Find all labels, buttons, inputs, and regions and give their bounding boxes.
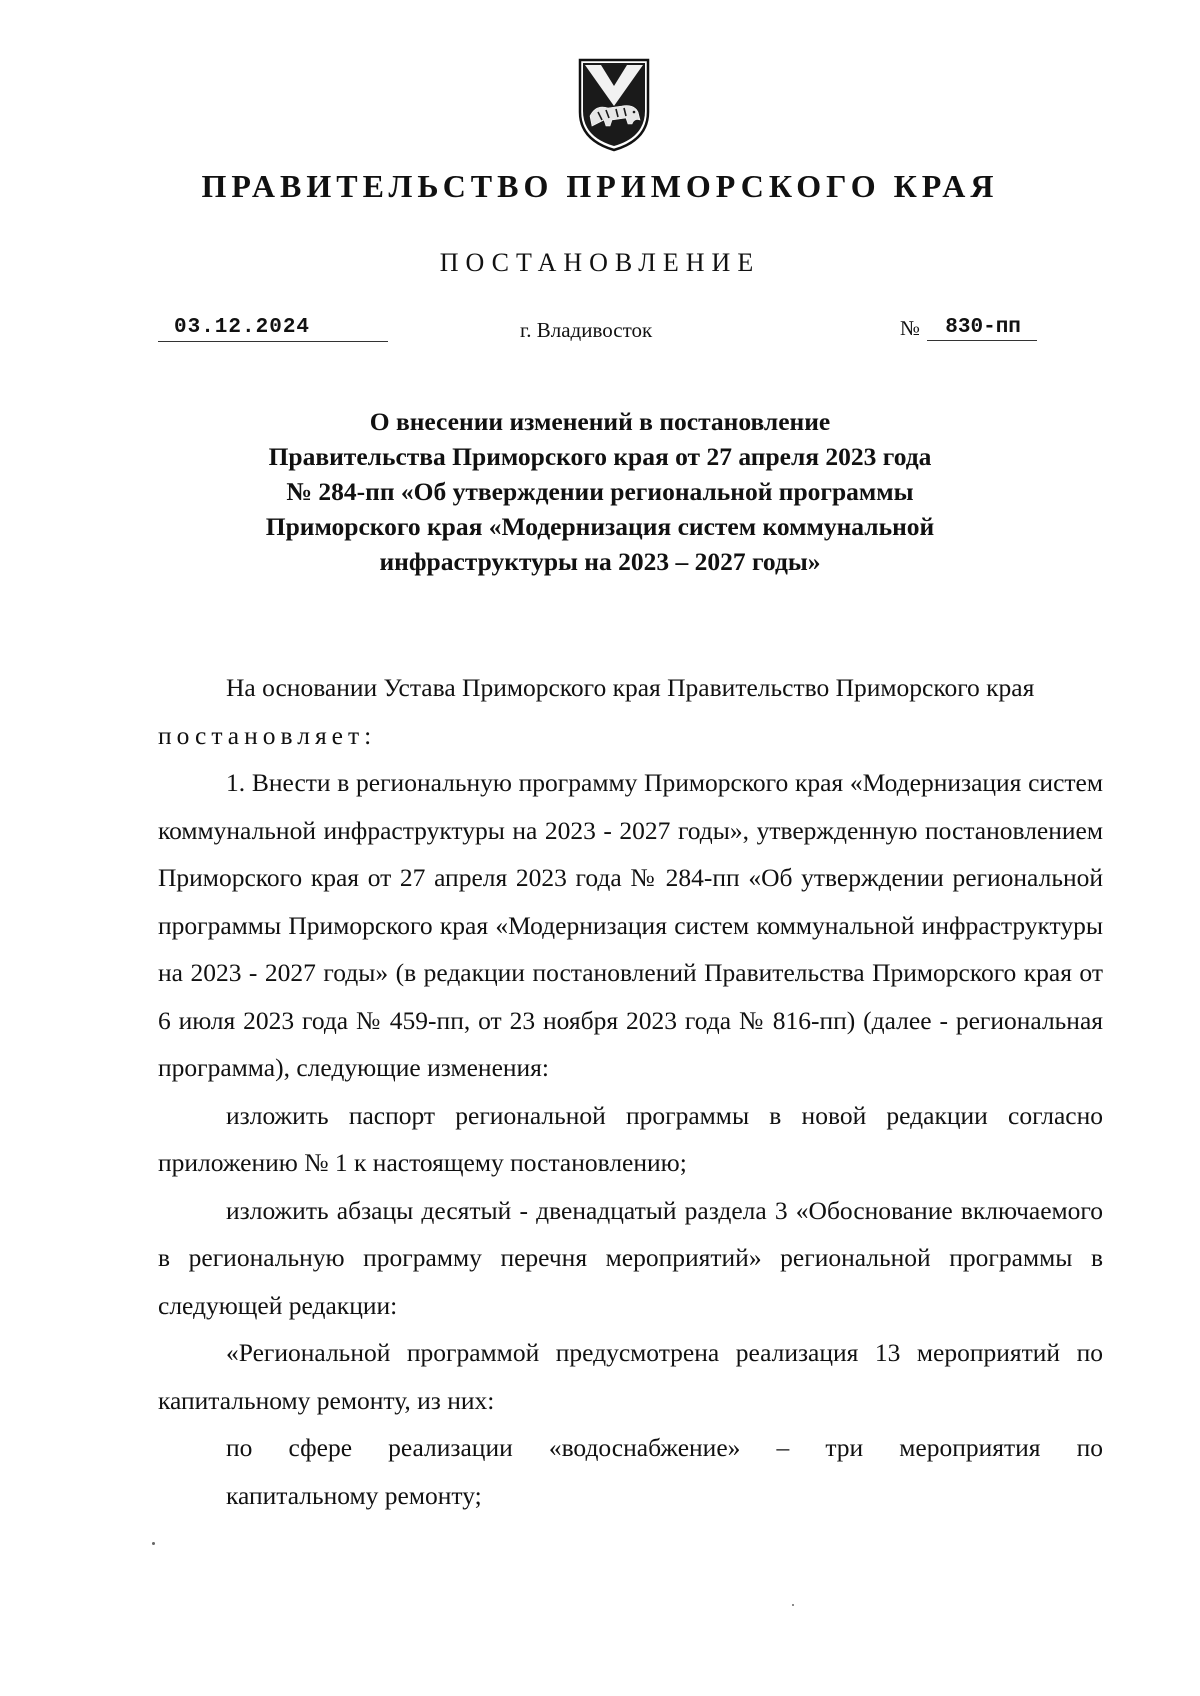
heading-line: Приморского края «Модернизация систем коммунальной [265,512,935,541]
paragraph-item-1: 1. Внести в региональную программу Приморского края «Модернизация систем коммунальной инфраструктуры на 2023 - 2027 годы», утвержденную постановлением Приморского края от 27 апреля 2023 года № 284-пп «Об утверждении региональной программы Приморского края «Модернизация систем коммунальной инфраструктуры на 2023 - 2027 годы» (в редакции постановлений Правительства Приморского края от 6 июля 2023 года № 459-пп, от 23 ноября 2023 года № 816-пп) (далее - региональная программа), следующие изменения: [158,768,1103,1082]
paragraph-resolves: постановляет: [158,720,377,750]
organization-title: ПРАВИТЕЛЬСТВО ПРИМОРСКОГО КРАЯ [201,168,999,204]
document-city: г. Владивосток [520,318,653,342]
paragraph-water-supply: по сфере реализации «водоснабжение» – три мероприятия по [226,1433,1103,1462]
coat-of-arms-emblem [576,54,652,154]
document-type: ПОСТАНОВЛЕНИЕ [439,248,761,277]
paragraph-quote: «Региональной программой предусмотрена реализация 13 мероприятий по капитальному ремонту, из них: [158,1338,1103,1415]
document-number: 830-пп [927,316,1037,341]
scan-speck [152,1542,155,1545]
scan-speck [792,1604,794,1606]
number-sign: № [900,316,921,340]
paragraph-section-3: изложить абзацы десятый - двенадцатый раздела 3 «Обоснование включаемого в региональную программу перечня мероприятий» региональной программы в следующей редакции: [158,1195,1103,1320]
heading-line: № 284-пп «Об утверждении региональной программы [286,477,914,506]
paragraph-basis: На основании Устава Приморского края Правительство Приморского края [226,673,1035,702]
heading-line: Правительства Приморского края от 27 апреля 2023 года [268,442,932,471]
heading-line: О внесении изменений в постановление [369,407,831,436]
paragraph-water-supply-tail: капитальному ремонту; [226,1480,482,1510]
paragraph-passport: изложить паспорт региональной программы в новой редакции согласно приложению № 1 к настоящему постановлению; [158,1100,1103,1177]
document-date: 03.12.2024 [158,316,388,342]
document-number-block [900,316,1037,341]
document-body [158,664,1103,1519]
heading-line: инфраструктуры на 2023 – 2027 годы» [379,547,821,576]
document-heading [150,404,1050,579]
